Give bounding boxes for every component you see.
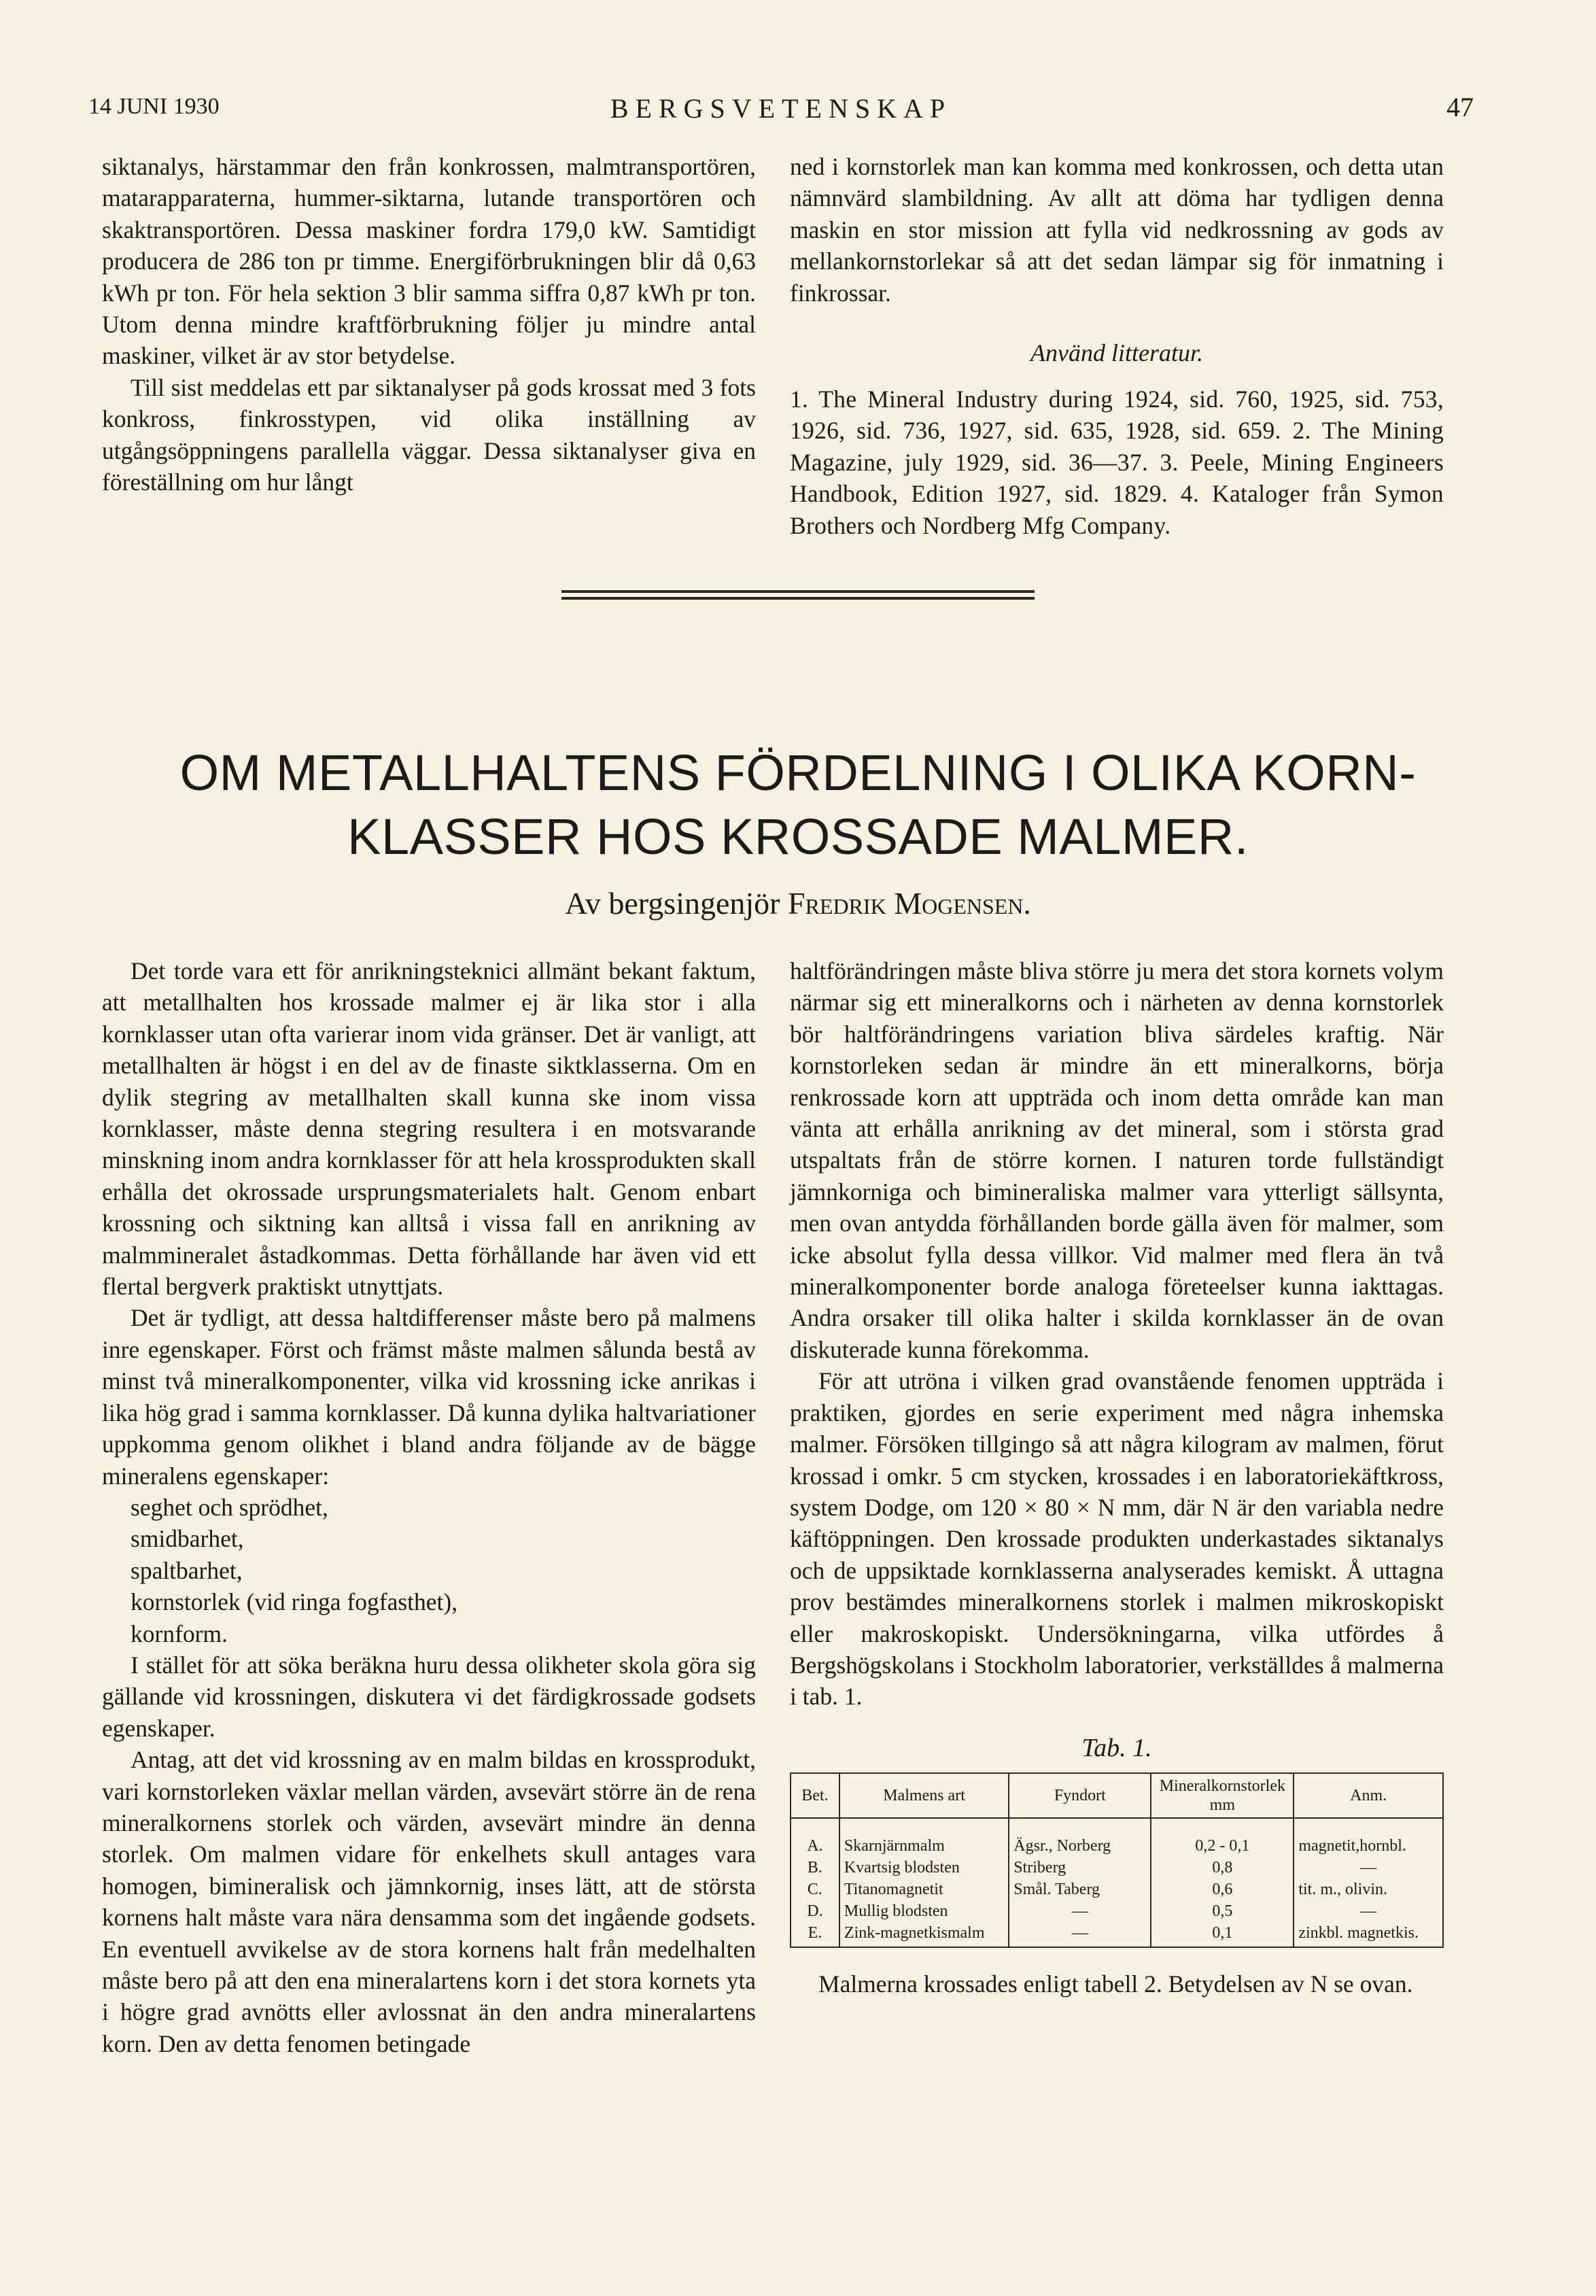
table-cell: magnetit,hornbl.	[1294, 1818, 1443, 1857]
paragraph: Det torde vara ett för anrikningsteknici allmänt bekant faktum, att metallhalten hos krossade malmer ej är lika stor i alla kornklasser utan ofta varierar inom vida gränser. Det är vanligt, att metallhalten är högst i en del av de finaste siktklasserna. Om en dylik stegring av metallhalten skall kunna ske inom vissa kornklasser, måste denna stegring resultera i en motsvarande minskning inom andra kornklasser för att hela krossprodukten skall erhålla det okrossade ursprungsmaterialets halt. Genom enbart krossning och siktning kan alltså i vissa fall en anrikning av malmmineralet åstadkommas. Detta förhållande har även vid ett flertal bergverk praktiskt utnyttjats.	[102, 957, 756, 1301]
table-cell: 0,5	[1151, 1900, 1294, 1922]
table-cell: Smål. Taberg	[1009, 1879, 1151, 1900]
previous-article-left-column	[102, 151, 756, 498]
table-cell: —	[1294, 1900, 1443, 1922]
table-row	[791, 1857, 1443, 1879]
journal-title: BERGSVETENSKAP	[610, 93, 952, 124]
table-row	[791, 1900, 1443, 1922]
article-title	[82, 741, 1514, 869]
article-title-line: KLASSER HOS KROSSADE MALMER.	[347, 808, 1249, 865]
column-header: Mineralkornstorlek mm	[1151, 1773, 1294, 1818]
column-header: Fyndort	[1009, 1773, 1151, 1818]
paragraph: För att utröna i vilken grad ovanstående fenomen uppträda i praktiken, gjordes en serie experiment med några inhemska malmer. Försöken tillgingo så att några kilogram av malmen, förut krossad i omkr. 5 cm stycken, krossades i en laboratoriekäftkross, system Dodge, om 120 × 80 × N mm, där N är den variabla nedre käftöppningen. Den krossade produkten underkastades siktanalys och de uppsiktade kornklasserna analyserades kemiskt. Å uttagna prov bestämdes mineralkornens storlek i malmen mikroskopiskt eller makroskopiskt. Undersökningarna, vilka utfördes å Bergshögskolans i Stockholm laboratorier, verkställdes å malmerna i tab. 1.	[790, 1367, 1444, 1711]
section-divider-top	[561, 590, 1035, 593]
previous-article-right-column	[790, 151, 1444, 541]
byline-prefix: Av bergsingenjör	[565, 886, 780, 921]
table-cell: Titanomagnetit	[839, 1879, 1009, 1900]
paragraph: ned i kornstorlek man kan komma med konkrossen, och detta utan nämnvärd slambildning. Av allt att döma har tydligen denna maskin en stor mission att fylla vid nedkrossning av gods av mellankornstorlekar så att det sedan lämpar sig för inmatning i finkrossar.	[790, 153, 1444, 307]
list-item: spaltbarhet,	[131, 1556, 243, 1584]
table-row	[791, 1879, 1443, 1900]
table-row	[791, 1922, 1443, 1947]
table-cell: Skarnjärnmalm	[839, 1818, 1009, 1857]
table-cell: Ägsr., Norberg	[1009, 1818, 1151, 1857]
table-cell: —	[1009, 1922, 1151, 1947]
table-cell: E.	[791, 1922, 839, 1947]
table-cell: tit. m., olivin.	[1294, 1879, 1443, 1900]
author-name: Fredrik Mogensen.	[788, 886, 1031, 921]
paragraph: Det är tydligt, att dessa haltdifferenser måste bero på malmens inre egenskaper. Först och främst måste malmen sålunda bestå av minst två mineralkomponenter, vilka vid krossning icke anrikas i lika hög grad i samma kornklasser. Då kunna dylika haltvariationer uppkomma genom olikhet i bland andra följande av de bägge mineralens egenskaper:	[102, 1304, 756, 1490]
table-cell: Zink-magnetkismalm	[839, 1922, 1009, 1947]
list-item: kornform.	[131, 1620, 228, 1647]
paragraph: Malmerna krossades enligt tabell 2. Betydelsen av N se ovan.	[818, 1970, 1413, 1998]
table-cell: D.	[791, 1900, 839, 1922]
literature-heading: Använd litteratur.	[1030, 339, 1203, 367]
list-item: smidbarhet,	[131, 1525, 244, 1553]
list-item: seghet och sprödhet,	[131, 1493, 328, 1521]
paragraph: siktanalys, härstammar den från konkrossen, malmtransportören, matarapparaterna, hummer-siktarna, lutande transportören och skaktransportören. Dessa maskiner fordra 179,0 kW. Samtidigt producera de 286 ton pr timme. Energiförbrukningen blir då 0,63 kWh pr ton. För hela sektion 3 blir samma siffra 0,87 kWh pr ton. Utom denna mindre kraftförbrukning följer ju mindre antal maskiner, vilket är av stor betydelse.	[102, 153, 756, 370]
table-row	[791, 1818, 1443, 1857]
ore-table	[790, 1772, 1444, 1948]
issue-date: 14 JUNI 1930	[88, 94, 220, 119]
page-header	[88, 87, 1474, 128]
table-cell: 0,8	[1151, 1857, 1294, 1879]
column-header: Anm.	[1294, 1773, 1443, 1818]
table-header-row	[791, 1773, 1443, 1818]
article-left-column	[102, 955, 756, 2059]
table-cell: B.	[791, 1857, 839, 1879]
table-cell: —	[1294, 1857, 1443, 1879]
table-cell: A.	[791, 1818, 839, 1857]
table-cell: zinkbl. magnetkis.	[1294, 1922, 1443, 1947]
column-header: Malmens art	[839, 1773, 1009, 1818]
paragraph: haltförändringen måste bliva större ju mera det stora kornets volym närmar sig ett mineralkorns och i närheten av denna kornstorlek bör haltförändringens variation bliva särdeles kraftig. När kornstorleken sedan är mindre än ett mineralkorns, börja renkrossade korn att uppträda och inom detta område kan man vänta att erhålla anrikning av det mineral, som i största grad utspaltats från de större kornen. I naturen torde fullständigt jämnkorniga och bimineraliska malmer vara ytterligt sällsynta, men ovan antydda förhållanden borde gälla även för malmer, som icke absolut fylla dessa villkor. Vid malmer med flera än två mineralkomponenter borde analoga företeelser kunna iakttagas. Andra orsaker till olika halter i skilda kornklasser än de ovan diskuterade kunna förekomma.	[790, 957, 1444, 1363]
table-cell: Mullig blodsten	[839, 1900, 1009, 1922]
table-cell: Striberg	[1009, 1857, 1151, 1879]
article-right-column	[790, 955, 1444, 2000]
table-cell: 0,1	[1151, 1922, 1294, 1947]
byline	[0, 885, 1596, 921]
properties-list	[102, 1492, 756, 1649]
table-cell: C.	[791, 1879, 839, 1900]
table-cell: 0,2 - 0,1	[1151, 1818, 1294, 1857]
article-title-line: OM METALLHALTENS FÖRDELNING I OLIKA KORN-	[179, 744, 1417, 801]
table-cell: Kvartsig blodsten	[839, 1857, 1009, 1879]
table-cell: 0,6	[1151, 1879, 1294, 1900]
list-item: kornstorlek (vid ringa fogfasthet),	[131, 1588, 458, 1616]
table-caption: Tab. 1.	[1081, 1733, 1152, 1762]
literature-list: 1. The Mineral Industry during 1924, sid. 760, 1925, sid. 753, 1926, sid. 736, 1927, sid. 635, 1928, sid. 659. 2. The Mining Magazine, july 1929, sid. 36—37. 3. Peele, Mining Engineers Handbook, Edition 1927, sid. 1829. 4. Kataloger från Symon Brothers och Nordberg Mfg Company.	[790, 385, 1444, 539]
page-number: 47	[1446, 92, 1474, 122]
column-header: Bet.	[791, 1773, 839, 1818]
paragraph: Till sist meddelas ett par siktanalyser på gods krossat med 3 fots konkross, finkrosstypen, vid olika inställning av utgångsöppningens parallella väggar. Dessa siktanalyser giva en föreställning om hur långt	[102, 373, 756, 496]
paragraph: Antag, att det vid krossning av en malm bildas en krossprodukt, vari kornstorleken växlar mellan värden, avsevärt större än de rena mineralkornens storlek och värden, avsevärt mindre än denna storlek. Om malmen vidare för enkelhets skull antages vara homogen, bimineralisk och jämnkornig, inses lätt, att de största kornens halt måste vara nära densamma som det ingående godsets. En eventuell avvikelse av de stora kornens halt från medelhalten måste bero på att den ena mineralartens korn i det stora kornets yta i högre grad avnötts eller avlossnat än den andra mineralartens korn. Den av detta fenomen betingade	[102, 1746, 756, 2057]
table-cell: —	[1009, 1900, 1151, 1922]
section-divider-bottom	[561, 597, 1035, 600]
paragraph: I stället för att söka beräkna huru dessa olikheter skola göra sig gällande vid krossningen, diskutera vi det färdigkrossade godsets egenskaper.	[102, 1651, 756, 1742]
